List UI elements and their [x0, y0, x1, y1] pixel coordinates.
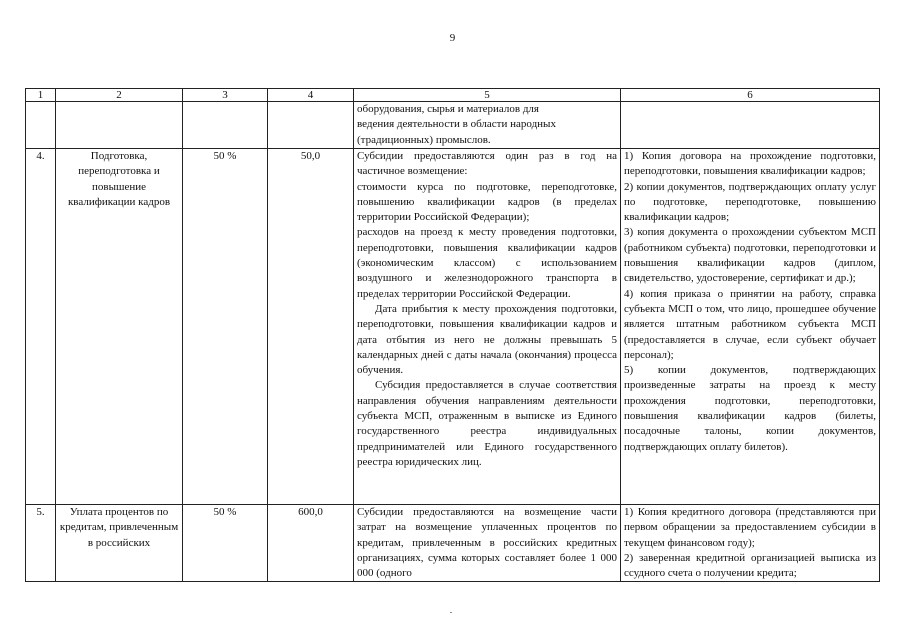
- documents-item: 2) заверенная кредитной организацией выписка из ссудного счета о получении кредита;: [624, 551, 876, 580]
- measure-name: Уплата процентов по кредитам, привлеченным в российских: [56, 505, 183, 582]
- subsidy-percent: [183, 102, 268, 149]
- table-row: [26, 102, 880, 149]
- conditions-paragraph: стоимости курса по подготовке, переподготовке, повышению квалификации кадров (в пределах территории Российской Федерации);: [357, 180, 617, 224]
- subsidy-percent: 50 %: [183, 505, 268, 582]
- conditions-paragraph: расходов на проезд к месту проведения подготовки, переподготовки, повышения квалификации кадров (экономическим классом) с использованием воздушного и железнодорожного транспорта в пределах территории Российской Федерации.: [357, 226, 617, 300]
- conditions-line: ведения деятельности в области народных: [357, 118, 556, 131]
- column-header: 3: [183, 89, 268, 102]
- documents-cell: [621, 149, 880, 505]
- table-row: [26, 149, 880, 505]
- conditions-cell: [354, 102, 621, 149]
- measure-name: [56, 102, 183, 149]
- table-row: [26, 505, 880, 582]
- documents-cell: [621, 505, 880, 582]
- documents-item: 4) копия приказа о принятии на работу, справка субъекта МСП о том, что лицо, прошедшее обучение является штатным работником субъекта МСП (предоставляется в случае, если субъект обучает персонал);: [624, 287, 876, 361]
- row-number: 5.: [26, 505, 56, 582]
- subsidy-percent: 50 %: [183, 149, 268, 505]
- conditions-cell: [354, 505, 621, 582]
- documents-item: 1) Копия договора на прохождение подготовки, переподготовки, повышения квалификации кадров;: [624, 150, 876, 178]
- column-header: 5: [354, 89, 621, 102]
- documents-item: 5) копии документов, подтверждающих произведенные затраты на проезд к месту прохождения подготовки, переподготовки, повышения квалификации кадров (билеты, посадочные талоны, копии документов, подтверждающих оплату билетов).: [624, 364, 876, 453]
- column-header: 6: [621, 89, 880, 102]
- scan-speck: [450, 612, 452, 613]
- documents-item: 3) копия документа о прохождении субъектом МСП (работником субъекта) подготовки, переподготовки и повышения квалификации кадров (диплом, свидетельство, удостоверение, сертификат и др.);: [624, 226, 876, 285]
- table-header-row: [26, 89, 880, 102]
- conditions-paragraph: Субсидия предоставляется в случае соответствия направления обучения направлениям деятельности субъекта МСП, отраженным в выписке из Единого государственного реестра индивидуальных предпринимателей или Единого государственного реестра юридических лиц.: [357, 379, 617, 468]
- subsidy-amount: 600,0: [268, 505, 354, 582]
- documents-cell: [621, 102, 880, 149]
- page-number: 9: [449, 32, 456, 44]
- subsidy-table: [25, 88, 880, 582]
- subsidy-amount: [268, 102, 354, 149]
- column-header: 1: [26, 89, 56, 102]
- documents-item: 1) Копия кредитного договора (представляются при первом обращении за предоставлением субсидии в текущем финансовом году);: [624, 506, 876, 549]
- conditions-cell: [354, 149, 621, 505]
- conditions-paragraph: Субсидии предоставляются на возмещение части затрат на возмещение уплаченных процентов по кредитам, привлеченным в российских кредитных организациях, сумма которых составляет более 1 000 000 (одного: [357, 506, 617, 580]
- conditions-paragraph: Субсидии предоставляются один раз в год на частичное возмещение:: [357, 150, 617, 178]
- conditions-paragraph: Дата прибытия к месту прохождения подготовки, переподготовки, повышения квалификации кадров и дата отбытия из него не должны превышать 5 календарных дней с даты начала (окончания) процесса обучения.: [357, 302, 617, 377]
- measure-name: Подготовка, переподготовка и повышение квалификации кадров: [56, 149, 183, 505]
- column-header: 2: [56, 89, 183, 102]
- documents-item: 2) копии документов, подтверждающих оплату услуг по подготовке, переподготовке, повышению квалификации кадров;: [624, 180, 876, 224]
- row-number: 4.: [26, 149, 56, 505]
- conditions-line: оборудования, сырья и материалов для: [357, 103, 539, 115]
- column-header: 4: [268, 89, 354, 102]
- row-number: [26, 102, 56, 149]
- conditions-line: (традиционных) промыслов.: [357, 133, 491, 146]
- subsidy-amount: 50,0: [268, 149, 354, 505]
